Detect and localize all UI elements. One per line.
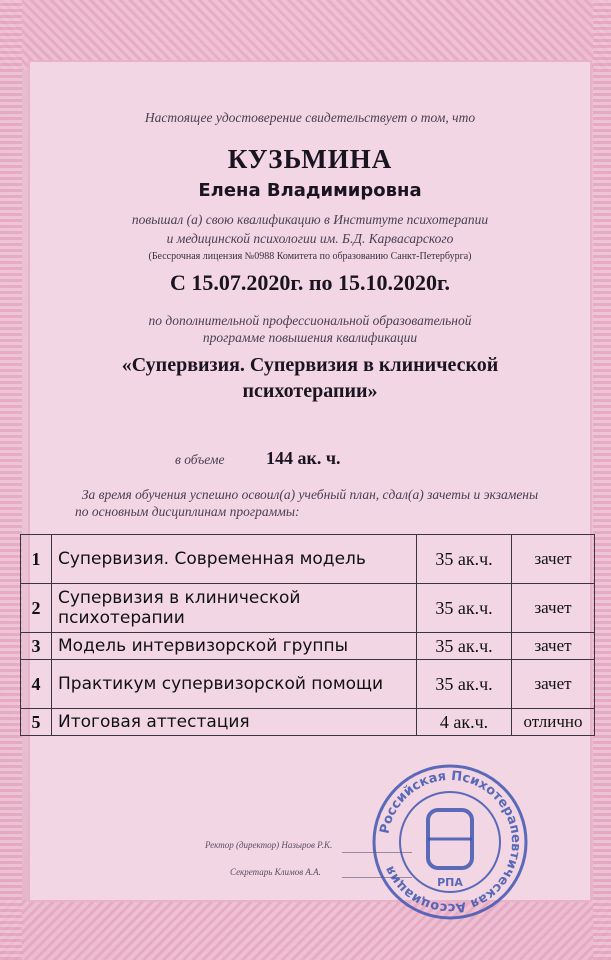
discipline-number: 3 [21, 633, 52, 660]
disciplines-table [20, 534, 595, 736]
volume-value: 144 ак. ч. [266, 448, 341, 468]
table-row [21, 633, 595, 660]
discipline-grade: зачет [512, 535, 595, 584]
discipline-grade: зачет [512, 660, 595, 709]
program-line-1: по дополнительной профессиональной образовательной [148, 313, 472, 328]
qualification-line-1: повышал (а) свою квалификацию в Институте психотерапии [131, 212, 489, 227]
discipline-name: Модель интервизорской группы [52, 633, 417, 660]
program-title-line-2: психотерапии» [242, 380, 378, 402]
study-dates: С 15.07.2020г. по 15.10.2020г. [169, 270, 451, 295]
rector-signature-label: Ректор (директор) Назыров Р.К. [205, 840, 333, 850]
table-row [21, 660, 595, 709]
discipline-grade: зачет [512, 584, 595, 633]
discipline-number: 1 [21, 535, 52, 584]
intro-text: Настоящее удостоверение свидетельствует о том, что [144, 110, 476, 125]
guilloche-border-top [0, 0, 611, 70]
plan-line-1: За время обучения успешно освоил(а) учебный план, сдал(а) зачеты и экзамены [81, 487, 539, 502]
discipline-hours: 35 ак.ч. [417, 535, 512, 584]
organization-seal [370, 762, 530, 922]
qualification-line-2: и медицинской психологии им. Б.Д. Карвасарского [166, 231, 454, 246]
discipline-hours: 35 ак.ч. [417, 584, 512, 633]
table-row [21, 709, 595, 736]
discipline-number: 4 [21, 660, 52, 709]
program-line-2: программе повышения квалификации [202, 330, 418, 345]
recipient-surname: КУЗЬМИНА [227, 144, 393, 174]
secretary-signature-label: Секретарь Климов А.А. [230, 867, 321, 877]
discipline-name: Супервизия в клинической психотерапии [52, 584, 417, 633]
seal-center-text: РПА [437, 876, 463, 889]
guilloche-border-left [0, 0, 22, 960]
discipline-name: Супервизия. Современная модель [52, 535, 417, 584]
discipline-name: Практикум супервизорской помощи [52, 660, 417, 709]
table-row [21, 535, 595, 584]
recipient-name: Елена Владимировна [198, 180, 422, 201]
table-row [21, 584, 595, 633]
license-note: (Бессрочная лицензия №0988 Комитета по образованию Санкт-Петербурга) [148, 251, 472, 262]
discipline-hours: 4 ак.ч. [417, 709, 512, 736]
plan-line-2: по основным дисциплинам программы: [75, 504, 300, 519]
discipline-grade: зачет [512, 633, 595, 660]
discipline-number: 2 [21, 584, 52, 633]
seal-ring-text: Российская Психотерапевтическая Ассоциация [377, 768, 524, 916]
discipline-grade: отлично [512, 709, 595, 736]
guilloche-border-right [593, 0, 611, 960]
discipline-hours: 35 ак.ч. [417, 660, 512, 709]
certificate-page [30, 62, 590, 916]
volume-label: в объеме [175, 452, 225, 467]
discipline-hours: 35 ак.ч. [417, 633, 512, 660]
discipline-number: 5 [21, 709, 52, 736]
program-title-line-1: «Супервизия. Супервизия в клинической [121, 354, 499, 376]
discipline-name: Итоговая аттестация [52, 709, 417, 736]
